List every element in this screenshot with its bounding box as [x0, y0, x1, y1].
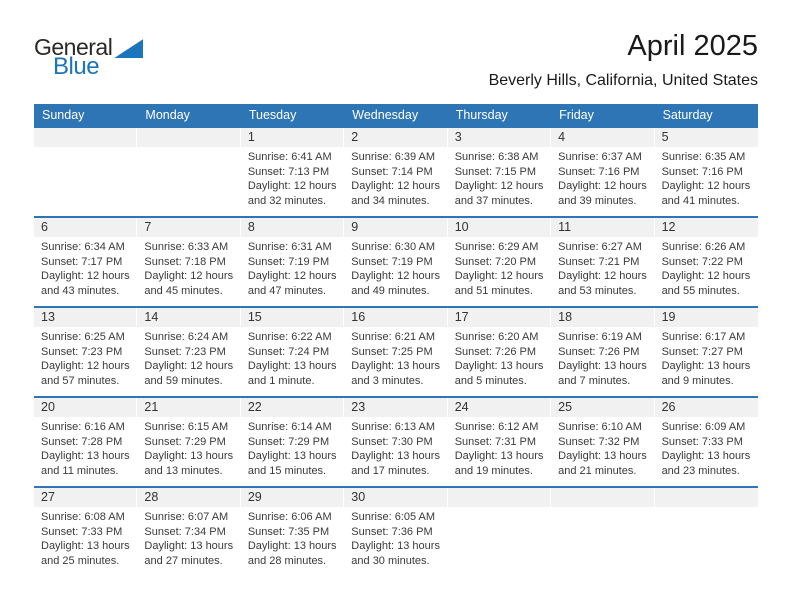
day-number: 9 — [344, 218, 447, 237]
day-number: 6 — [34, 218, 137, 237]
calendar-day-cell — [551, 128, 654, 216]
general-blue-logo — [34, 36, 143, 79]
day-number: 7 — [137, 218, 240, 237]
sun-info-line: and 49 minutes. — [351, 284, 430, 297]
sun-info-line: Daylight: 13 hours — [41, 540, 130, 553]
day-number: 14 — [137, 308, 240, 327]
day-sun-info — [448, 507, 551, 510]
sun-info-line: Sunrise: 6:38 AM — [454, 151, 539, 163]
sun-info-line: Sunset: 7:29 PM — [247, 435, 330, 448]
sun-info-line: Daylight: 13 hours — [558, 450, 647, 463]
sun-info-line: Sunset: 7:20 PM — [454, 255, 537, 268]
sun-info-line: Sunset: 7:27 PM — [661, 345, 743, 358]
sun-info-line: Sunset: 7:13 PM — [247, 165, 330, 178]
sun-info-line: and 47 minutes. — [247, 284, 327, 297]
day-sun-info — [551, 327, 654, 388]
calendar-empty-cell — [34, 128, 137, 216]
day-sun-info — [137, 507, 240, 568]
sun-info-line: and 21 minutes. — [558, 464, 637, 477]
day-number — [655, 488, 758, 507]
sun-info-line: and 45 minutes. — [144, 284, 223, 297]
day-sun-info — [241, 147, 344, 208]
sun-info-line: Sunrise: 6:21 AM — [351, 331, 436, 343]
day-number — [34, 128, 137, 147]
sun-info-line: Daylight: 13 hours — [661, 450, 751, 463]
day-sun-info — [344, 237, 447, 298]
sun-info-line: Sunrise: 6:26 AM — [661, 241, 746, 253]
sun-info-line: Sunrise: 6:22 AM — [247, 331, 332, 343]
day-sun-info — [137, 417, 240, 478]
day-sun-info — [655, 327, 758, 388]
day-sun-info — [137, 327, 240, 388]
sun-info-line: Sunrise: 6:17 AM — [661, 331, 746, 343]
sun-info-line: and 7 minutes. — [558, 374, 631, 387]
sun-info-line: Sunrise: 6:41 AM — [247, 151, 332, 163]
sun-info-line: Sunrise: 6:33 AM — [144, 241, 229, 253]
sun-info-line: Daylight: 13 hours — [351, 360, 440, 373]
sun-info-line: and 53 minutes. — [558, 284, 637, 297]
sun-info-line: Sunset: 7:23 PM — [144, 345, 226, 358]
weekday-header-tuesday: Tuesday — [248, 108, 297, 122]
day-number: 22 — [241, 398, 344, 417]
sun-info-line: Daylight: 13 hours — [144, 540, 234, 553]
weekday-header-saturday: Saturday — [662, 108, 713, 122]
sun-info-line: Daylight: 12 hours — [247, 270, 337, 283]
logo-triangle-icon — [114, 39, 143, 58]
sun-info-line: Daylight: 12 hours — [661, 270, 751, 283]
calendar-empty-cell — [448, 488, 551, 576]
calendar-day-cell — [655, 128, 758, 216]
calendar-weeks — [34, 126, 758, 576]
day-sun-info — [241, 417, 344, 478]
sun-info-line: Daylight: 12 hours — [454, 270, 544, 283]
day-sun-info — [551, 147, 654, 208]
sun-info-line: and 59 minutes. — [144, 374, 223, 387]
sun-info-line: Daylight: 13 hours — [144, 450, 234, 463]
sun-info-line: Sunset: 7:26 PM — [454, 345, 537, 358]
sun-info-line: and 25 minutes. — [41, 554, 120, 567]
title-block — [489, 30, 758, 90]
sun-info-line: Sunrise: 6:30 AM — [351, 241, 436, 253]
sun-info-line: Sunset: 7:25 PM — [351, 345, 433, 358]
weekday-header-friday: Friday — [559, 108, 594, 122]
day-number: 26 — [655, 398, 758, 417]
calendar-day-cell — [137, 308, 240, 396]
sun-info-line: Sunset: 7:30 PM — [351, 435, 433, 448]
sun-info-line: and 28 minutes. — [247, 554, 327, 567]
sun-info-line: Sunset: 7:23 PM — [41, 345, 123, 358]
sun-info-line: Sunset: 7:34 PM — [144, 525, 226, 538]
sun-info-line: Daylight: 12 hours — [351, 180, 440, 193]
day-number: 11 — [551, 218, 654, 237]
sun-info-line: Sunset: 7:15 PM — [454, 165, 537, 178]
sun-info-line: Sunrise: 6:37 AM — [558, 151, 642, 163]
calendar-day-cell — [344, 398, 447, 486]
sun-info-line: Sunrise: 6:14 AM — [247, 421, 332, 433]
weekday-header-row — [34, 104, 758, 126]
day-sun-info — [34, 417, 137, 478]
sun-info-line: and 41 minutes. — [661, 194, 740, 207]
sun-info-line: Sunset: 7:36 PM — [351, 525, 433, 538]
day-sun-info — [137, 147, 240, 150]
logo-text-general: General — [34, 34, 113, 60]
sun-info-line: and 27 minutes. — [144, 554, 223, 567]
weekday-header-wednesday: Wednesday — [352, 108, 419, 122]
sun-info-line: Sunrise: 6:08 AM — [41, 511, 125, 523]
sun-info-line: and 13 minutes. — [144, 464, 223, 477]
sun-info-line: Daylight: 13 hours — [247, 540, 337, 553]
calendar-day-cell — [241, 128, 344, 216]
weekday-header-thursday: Thursday — [455, 108, 508, 122]
sun-info-line: Sunrise: 6:16 AM — [41, 421, 125, 433]
sun-info-line: Sunrise: 6:09 AM — [661, 421, 746, 433]
day-sun-info — [448, 237, 551, 298]
day-number: 24 — [448, 398, 551, 417]
day-number: 12 — [655, 218, 758, 237]
day-sun-info — [551, 237, 654, 298]
sun-info-line: Sunset: 7:22 PM — [661, 255, 743, 268]
day-number: 18 — [551, 308, 654, 327]
calendar-day-cell — [34, 308, 137, 396]
week-row — [34, 126, 758, 216]
day-number: 28 — [137, 488, 240, 507]
week-row — [34, 306, 758, 396]
sun-info-line: and 34 minutes. — [351, 194, 430, 207]
calendar-day-cell — [344, 308, 447, 396]
day-number — [551, 488, 654, 507]
sun-info-line: Sunrise: 6:29 AM — [454, 241, 539, 253]
day-number: 2 — [344, 128, 447, 147]
sun-info-line: Sunrise: 6:12 AM — [454, 421, 539, 433]
sun-info-line: Sunrise: 6:10 AM — [558, 421, 642, 433]
day-number — [137, 128, 240, 147]
sun-info-line: Daylight: 12 hours — [41, 360, 130, 373]
calendar-day-cell — [34, 398, 137, 486]
sun-info-line: Daylight: 12 hours — [661, 180, 751, 193]
sun-info-line: and 1 minute. — [247, 374, 315, 387]
sun-info-line: Daylight: 12 hours — [558, 180, 647, 193]
sun-info-line: and 19 minutes. — [454, 464, 533, 477]
day-sun-info — [551, 507, 654, 510]
day-number: 20 — [34, 398, 137, 417]
sun-info-line: Daylight: 13 hours — [247, 360, 337, 373]
calendar-day-cell — [344, 488, 447, 576]
sun-info-line: Sunset: 7:17 PM — [41, 255, 123, 268]
sun-info-line: Daylight: 13 hours — [558, 360, 647, 373]
day-number: 23 — [344, 398, 447, 417]
sun-info-line: and 32 minutes. — [247, 194, 327, 207]
day-number: 1 — [241, 128, 344, 147]
sun-info-line: Sunrise: 6:13 AM — [351, 421, 436, 433]
calendar-empty-cell — [551, 488, 654, 576]
day-sun-info — [241, 507, 344, 568]
sun-info-line: Sunset: 7:18 PM — [144, 255, 226, 268]
week-row — [34, 486, 758, 576]
sun-info-line: Sunrise: 6:19 AM — [558, 331, 642, 343]
sun-info-line: Daylight: 13 hours — [661, 360, 751, 373]
sun-info-line: and 3 minutes. — [351, 374, 424, 387]
calendar-day-cell — [344, 128, 447, 216]
sun-info-line: Daylight: 12 hours — [41, 270, 130, 283]
day-number: 3 — [448, 128, 551, 147]
day-sun-info — [344, 327, 447, 388]
calendar-day-cell — [655, 218, 758, 306]
sun-info-line: Daylight: 13 hours — [454, 360, 544, 373]
day-sun-info — [34, 327, 137, 388]
calendar-day-cell — [551, 398, 654, 486]
sun-info-line: and 43 minutes. — [41, 284, 120, 297]
sun-info-line: Daylight: 12 hours — [558, 270, 647, 283]
week-row — [34, 216, 758, 306]
sun-info-line: and 17 minutes. — [351, 464, 430, 477]
day-number: 19 — [655, 308, 758, 327]
sun-info-line: Sunset: 7:24 PM — [247, 345, 330, 358]
day-sun-info — [448, 417, 551, 478]
day-number: 21 — [137, 398, 240, 417]
sun-info-line: Sunrise: 6:20 AM — [454, 331, 539, 343]
sun-info-line: and 5 minutes. — [454, 374, 527, 387]
sun-info-line: Sunset: 7:28 PM — [41, 435, 123, 448]
day-sun-info — [241, 327, 344, 388]
weekday-header-sunday: Sunday — [42, 108, 85, 122]
sun-info-line: Sunrise: 6:07 AM — [144, 511, 229, 523]
sun-info-line: Sunrise: 6:25 AM — [41, 331, 125, 343]
calendar-empty-cell — [137, 128, 240, 216]
day-sun-info — [344, 507, 447, 568]
sun-info-line: Sunset: 7:32 PM — [558, 435, 640, 448]
sun-info-line: Sunset: 7:14 PM — [351, 165, 433, 178]
calendar-day-cell — [551, 218, 654, 306]
calendar-day-cell — [344, 218, 447, 306]
sun-info-line: Sunrise: 6:15 AM — [144, 421, 229, 433]
day-number: 8 — [241, 218, 344, 237]
day-sun-info — [448, 327, 551, 388]
day-number: 29 — [241, 488, 344, 507]
day-number: 15 — [241, 308, 344, 327]
sun-info-line: Sunset: 7:19 PM — [351, 255, 433, 268]
sun-info-line: Sunrise: 6:06 AM — [247, 511, 332, 523]
calendar-day-cell — [241, 398, 344, 486]
sun-info-line: Sunset: 7:16 PM — [558, 165, 640, 178]
sun-info-line: Sunrise: 6:39 AM — [351, 151, 436, 163]
day-number — [448, 488, 551, 507]
calendar-day-cell — [137, 218, 240, 306]
day-number: 30 — [344, 488, 447, 507]
sun-info-line: and 37 minutes. — [454, 194, 533, 207]
sun-info-line: and 9 minutes. — [661, 374, 734, 387]
month-calendar — [34, 104, 758, 576]
sun-info-line: and 39 minutes. — [558, 194, 637, 207]
day-number: 13 — [34, 308, 137, 327]
sun-info-line: Sunrise: 6:34 AM — [41, 241, 125, 253]
day-number: 27 — [34, 488, 137, 507]
sun-info-line: Sunset: 7:26 PM — [558, 345, 640, 358]
day-sun-info — [34, 507, 137, 568]
sun-info-line: Daylight: 12 hours — [454, 180, 544, 193]
day-sun-info — [344, 417, 447, 478]
sun-info-line: and 23 minutes. — [661, 464, 740, 477]
sun-info-line: Sunrise: 6:35 AM — [661, 151, 746, 163]
day-number: 10 — [448, 218, 551, 237]
day-sun-info — [655, 147, 758, 208]
logo-text-blue: Blue — [53, 53, 100, 80]
day-sun-info — [34, 147, 137, 150]
calendar-day-cell — [448, 128, 551, 216]
day-sun-info — [655, 507, 758, 510]
sun-info-line: Sunset: 7:35 PM — [247, 525, 330, 538]
calendar-day-cell — [448, 218, 551, 306]
calendar-day-cell — [448, 308, 551, 396]
sun-info-line: Sunrise: 6:05 AM — [351, 511, 436, 523]
calendar-day-cell — [137, 488, 240, 576]
sun-info-line: Daylight: 13 hours — [41, 450, 130, 463]
day-number: 16 — [344, 308, 447, 327]
calendar-day-cell — [241, 308, 344, 396]
sun-info-line: and 30 minutes. — [351, 554, 430, 567]
sun-info-line: Daylight: 12 hours — [247, 180, 337, 193]
sun-info-line: Sunset: 7:29 PM — [144, 435, 226, 448]
calendar-day-cell — [655, 308, 758, 396]
sun-info-line: and 15 minutes. — [247, 464, 327, 477]
sun-info-line: Daylight: 12 hours — [144, 270, 234, 283]
calendar-day-cell — [448, 398, 551, 486]
sun-info-line: and 57 minutes. — [41, 374, 120, 387]
sun-info-line: Daylight: 12 hours — [351, 270, 440, 283]
sun-info-line: Sunrise: 6:31 AM — [247, 241, 332, 253]
weekday-header-monday: Monday — [145, 108, 190, 122]
page-title: April 2025 — [627, 30, 758, 62]
sun-info-line: Sunset: 7:21 PM — [558, 255, 640, 268]
calendar-day-cell — [241, 488, 344, 576]
sun-info-line: Sunset: 7:33 PM — [41, 525, 123, 538]
calendar-day-cell — [241, 218, 344, 306]
sun-info-line: Sunset: 7:16 PM — [661, 165, 743, 178]
sun-info-line: and 11 minutes. — [41, 464, 119, 477]
day-number: 4 — [551, 128, 654, 147]
calendar-day-cell — [137, 398, 240, 486]
sun-info-line: Sunset: 7:31 PM — [454, 435, 537, 448]
day-sun-info — [551, 417, 654, 478]
calendar-empty-cell — [655, 488, 758, 576]
day-number: 25 — [551, 398, 654, 417]
sun-info-line: Sunset: 7:19 PM — [247, 255, 330, 268]
calendar-day-cell — [551, 308, 654, 396]
day-sun-info — [655, 237, 758, 298]
sun-info-line: Sunset: 7:33 PM — [661, 435, 743, 448]
day-sun-info — [448, 147, 551, 208]
sun-info-line: Daylight: 13 hours — [454, 450, 544, 463]
sun-info-line: Sunrise: 6:27 AM — [558, 241, 642, 253]
sun-info-line: and 51 minutes. — [454, 284, 533, 297]
sun-info-line: and 55 minutes. — [661, 284, 740, 297]
sun-info-line: Sunrise: 6:24 AM — [144, 331, 229, 343]
sun-info-line: Daylight: 13 hours — [247, 450, 337, 463]
calendar-day-cell — [655, 398, 758, 486]
sun-info-line: Daylight: 12 hours — [144, 360, 234, 373]
day-number: 17 — [448, 308, 551, 327]
week-row — [34, 396, 758, 486]
calendar-day-cell — [34, 488, 137, 576]
day-sun-info — [655, 417, 758, 478]
sun-info-line: Daylight: 13 hours — [351, 450, 440, 463]
calendar-day-cell — [34, 218, 137, 306]
day-number: 5 — [655, 128, 758, 147]
day-sun-info — [241, 237, 344, 298]
sun-info-line: Daylight: 13 hours — [351, 540, 440, 553]
day-sun-info — [137, 237, 240, 298]
day-sun-info — [344, 147, 447, 208]
page-subtitle: Beverly Hills, California, United States — [488, 72, 758, 89]
day-sun-info — [34, 237, 137, 298]
